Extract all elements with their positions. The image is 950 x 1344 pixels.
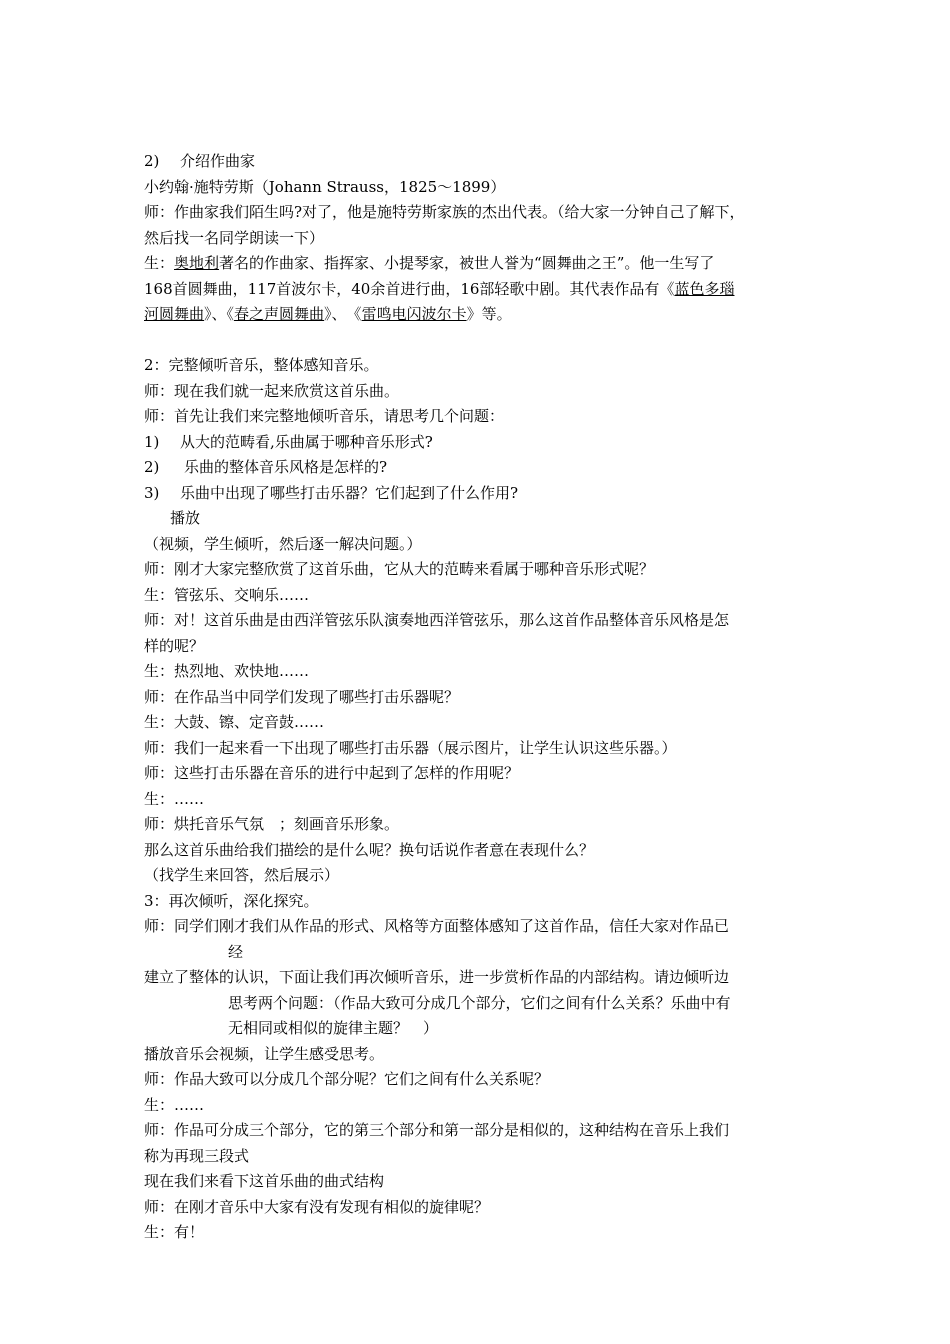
teacher-line: 师：对！这首乐曲是由西洋管弦乐队演奏地西洋管弦乐，那么这首作品整体音乐风格是怎: [144, 611, 730, 629]
text-span: 》、 《: [324, 305, 362, 323]
student-line: 生：有！: [144, 1223, 205, 1241]
list-number: 3): [144, 483, 160, 502]
text-line: 建立了整体的认识，下面让我们再次倾听音乐，进一步赏析作品的内部结构。请边倾听边: [144, 968, 730, 986]
text-line: 那么这首乐曲给我们描绘的是什么呢？换句话说作者意在表现什么？: [144, 840, 595, 859]
text-line: [144, 302, 814, 328]
link-blue-danube-cont[interactable]: 河圆舞曲: [144, 305, 205, 323]
teacher-line: 师：现在我们就一起来欣赏这首乐曲。: [144, 381, 400, 400]
document-body: [144, 149, 814, 1246]
teacher-line: 师：我们一起来看一下出现了哪些打击乐器（展示图片，让学生认识这些乐器。）: [144, 738, 677, 757]
student-line: 生：大鼓、镲、定音鼓……: [144, 713, 325, 731]
text-line: 经: [228, 942, 244, 961]
question-text: 乐曲中出现了哪些打击乐器？它们起到了什么作用?: [180, 483, 519, 502]
student-line: 生：……: [144, 1095, 205, 1114]
student-line: 生：管弦乐、交响乐……: [144, 585, 310, 604]
play-label: 播放: [170, 509, 201, 527]
composer-name-line: 小约翰·施特劳斯（Johann Strauss，1825～1899）: [144, 177, 506, 196]
list-number: 2): [144, 458, 160, 476]
teacher-line: 师：刚才大家完整欣赏了这首乐曲，它从大的范畴来看属于哪种音乐形式呢？: [144, 560, 655, 578]
teacher-line: 师：首先让我们来完整地倾听音乐，请思考几个问题：: [144, 407, 505, 425]
text-span: 著名的作曲家、指挥家、小提琴家，被世人誉为“圆舞曲之王”。他一生写了: [219, 254, 715, 272]
student-line: 生：热烈地、欢快地……: [144, 662, 310, 680]
question-item: [144, 481, 814, 507]
heading-text: 介绍作曲家: [180, 152, 256, 170]
teacher-line: 师：在作品当中同学们发现了哪些打击乐器呢？: [144, 687, 460, 706]
text-line: 无相同或相似的旋律主题？ ）: [228, 1019, 439, 1037]
text-line: 播放音乐会视频，让学生感受思考。: [144, 1044, 385, 1063]
text-line: 称为再现三段式: [144, 1146, 250, 1165]
teacher-line: 师：烘托音乐气氛 ；刻画音乐形象。: [144, 815, 400, 833]
teacher-line: 师：作品大致可以分成几个部分呢？它们之间有什么关系呢？: [144, 1070, 550, 1088]
speaker-prefix: 生：: [144, 254, 175, 272]
list-number: 2): [144, 152, 160, 170]
question-text: 乐曲的整体音乐风格是怎样的?: [184, 458, 388, 476]
question-item: [144, 455, 814, 481]
teacher-line: 师：这些打击乐器在音乐的进行中起到了怎样的作用呢？: [144, 764, 520, 782]
section-heading-composer: [144, 149, 814, 175]
student-line: [144, 251, 814, 277]
teacher-line: 师：在刚才音乐中大家有没有发现有相似的旋律呢？: [144, 1197, 490, 1216]
teacher-line: 师：同学们刚才我们从作品的形式、风格等方面整体感知了这首作品，信任大家对作品已: [144, 917, 730, 935]
blank-line: [144, 328, 814, 354]
text-line: 然后找一名同学朗读一下）: [144, 228, 325, 247]
text-span: 168首圆舞曲，117首波尔卡，40余首进行曲，16部轻歌中剧。其代表作品有《: [144, 279, 675, 298]
text-line: （视频，学生倾听，然后逐一解决问题。）: [144, 534, 422, 553]
link-blue-danube[interactable]: 蓝色多瑙: [674, 279, 735, 298]
question-item: [144, 430, 814, 456]
list-number: 1): [144, 432, 160, 451]
section-heading-listen: 2：完整倾听音乐，整体感知音乐。: [144, 356, 379, 374]
link-austria[interactable]: 奥地利: [174, 254, 220, 272]
teacher-line: 师：作品可分成三个部分，它的第三个部分和第一部分是相似的，这种结构在音乐上我们: [144, 1121, 730, 1139]
link-thunder-lightning-polka[interactable]: 雷鸣电闪波尔卡: [361, 305, 467, 323]
text-line: [144, 277, 814, 303]
text-line: 样的呢？: [144, 636, 205, 655]
link-voices-of-spring[interactable]: 春之声圆舞曲: [234, 305, 325, 323]
text-span: 》、《: [204, 305, 235, 323]
student-line: 生：……: [144, 789, 205, 808]
section-heading-explore: 3：再次倾听，深化探究。: [144, 891, 319, 910]
text-line: 现在我们来看下这首乐曲的曲式结构: [144, 1172, 385, 1190]
text-line: 思考两个问题：（作品大致可分成几个部分，它们之间有什么关系？乐曲中有: [228, 993, 731, 1012]
question-text: 从大的范畴看,乐曲属于哪种音乐形式?: [180, 432, 433, 451]
text-span: 》等。: [466, 305, 512, 323]
teacher-line: 师：作曲家我们陌生吗?对了，他是施特劳斯家族的杰出代表。（给大家一分钟自己了解下，: [144, 203, 745, 221]
text-line: （找学生来回答，然后展示）: [144, 866, 340, 884]
